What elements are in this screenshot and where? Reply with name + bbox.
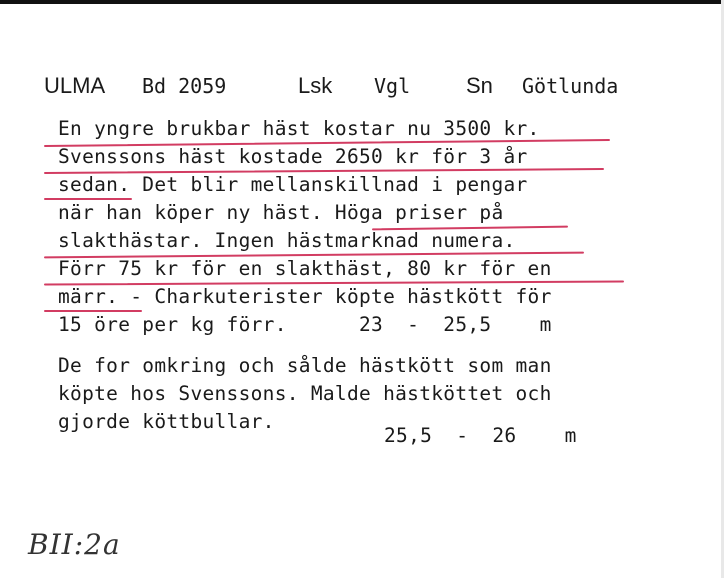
socken-label: Sn — [466, 73, 493, 98]
text-line-11: gjorde köttbullar. — [58, 410, 275, 433]
landskap-label: Lsk — [298, 73, 333, 98]
text-line-9: De for omkring och sålde hästkött som man — [58, 354, 552, 377]
text-line-5: slakthästar. Ingen hästmarknad numera. — [58, 229, 516, 252]
archive-code: ULMA — [44, 73, 106, 98]
text-line-7: märr. - Charkuterister köpte hästkött för — [58, 285, 552, 308]
text-line-8: 15 öre per kg förr. 23 - 25,5 m — [58, 313, 552, 336]
volume-number: Bd 2059 — [142, 74, 227, 98]
pen-underline — [44, 198, 132, 200]
measurement-range: 25,5 - 26 m — [384, 424, 577, 447]
text-line-4: när han köper ny häst. Höga priser på — [58, 201, 504, 224]
text-line-1: En yngre brukbar häst kostar nu 3500 kr. — [58, 117, 540, 140]
text-line-6: Förr 75 kr för en slakthäst, 80 kr för en — [58, 257, 552, 280]
text-line-2: Svenssons häst kostade 2650 kr för 3 år — [58, 145, 528, 168]
text-line-10: köpte hos Svenssons. Malde hästköttet och — [58, 382, 552, 405]
pen-underline — [44, 310, 142, 312]
text-line-3: sedan. Det blir mellanskillnad i pengar — [58, 173, 528, 196]
landskap-value: Vgl — [374, 74, 411, 98]
handwritten-signature: BII:2a — [28, 528, 121, 561]
card-top-edge — [0, 0, 724, 4]
socken-value: Götlunda — [522, 74, 619, 98]
